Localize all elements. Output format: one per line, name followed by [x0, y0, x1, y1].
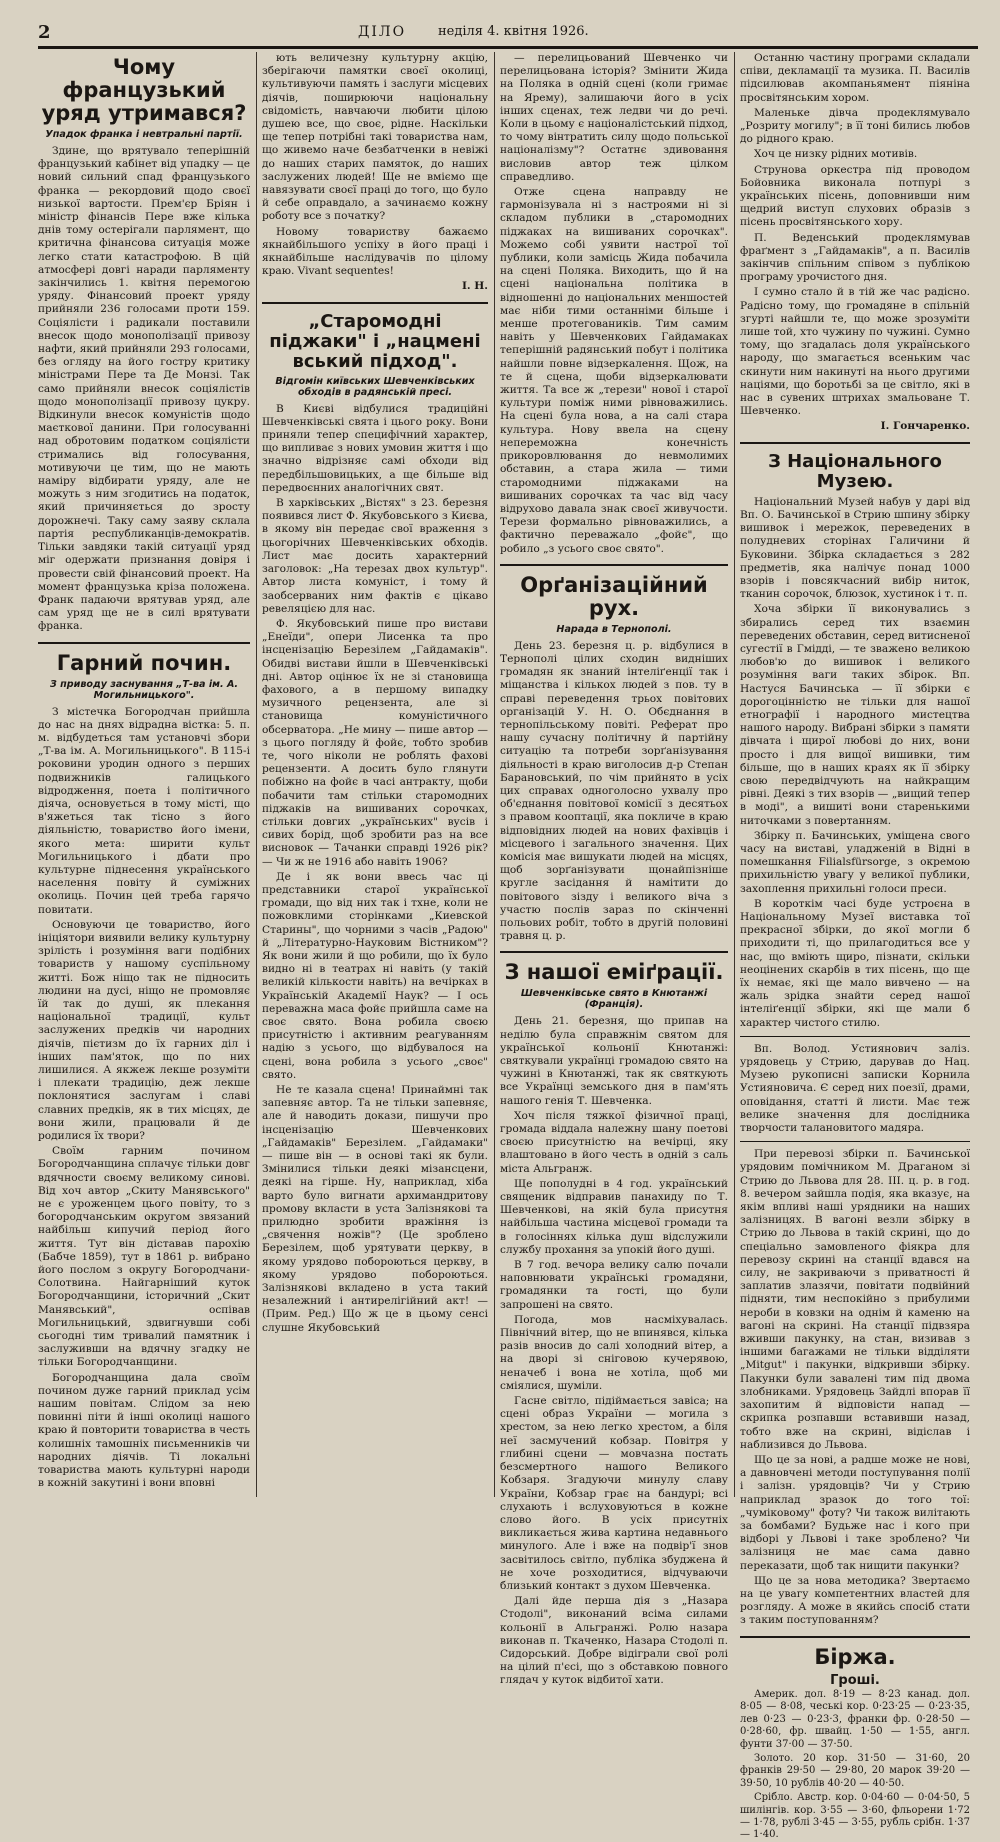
article-paragraph: Своїм гарним почином Богородчанщина сплачує тільки довг вдячности своєму великому синові. Вiд хоч автор „Скиту Манявського" не є уроженцем цього повіту, то з богородчанським округом звязаний найбільш кипучий період його життя. Тут він діставав парохію (Бабче 1859), тут в 1861 р. вибрано його послом з округу Богородчани-Солотвина. Найгарніший куток Богородчанщини, історичний „Скит Манявський", оспівав Могильницький, здвигнувши собі сьогодні тим тривалий памятник і заслуживши на вдячну згадку не тільки Богородчанщини.: [38, 1145, 250, 1369]
article-paragraph: З містечка Богородчан прийшла до нас на днях відрадна вістка: 5. п. м. відбудеться там установчі збори „Т-ва ім. А. Могильницького". В 115-і роковини уродин одного з перших подвижників галицького відродження, поета і політичного діяча, основується в тому місті, що в'яжеться так тісно з його діяльністю, товариство його імени, якого мета: ширити культ Могильницького і дбати про культурне піднесення українського населення повіту й суміжних околиць. Почин цей треба гарячо повитати.: [38, 705, 250, 916]
column-1: [38, 52, 250, 1497]
article-paragraph: День 21. березня, що припав на неділю була справжнім святом для української кольонії Кнютанжі: святкували українці громадою свято на чужині в Кнютанжі, так як святкують все Українці земського дня в пам'ять нашого генія Т. Шевченка.: [500, 1015, 728, 1107]
article-subheading: Шевченківське свято в Кнютанжі (Франція).: [520, 988, 708, 1011]
issue-date: неділя 4. квітня 1926.: [438, 24, 589, 39]
masthead: [38, 22, 978, 49]
article-subheading: З приводу заснування „Т-ва ім. А. Могильницького".: [49, 678, 239, 701]
article-paragraph: — перелицьований Шевченко чи перелицьована історія? Змінити Жида на Поляка в одній сцені (коли гримає на Ярему), залишаючи його в усіх інших сценах, теж ледви чи до речі. Коли в цьому є націоналістський підход, то чому вінтратить силу щодо польської націоналізму"? Остатнє здивовання висловив автор теж цілком справедливо.: [500, 52, 728, 183]
article-paragraph: Далі йде перша дія з „Назара Стодолі", виконаний всіма силами кольонії в Альгранжі. Ролю назара виконав п. Ткаченко, Назара Стодолі п. Сидорський. Добре відіграли свої ролі на цілий п'єсі, що з обставкою повного глядач у куток відбитої хати.: [500, 1595, 728, 1687]
article-paragraph: Отже сцена направду не гармонізувала ні з настроями ні зі складом публики в „старомодних піджаках на вишиваних сорочках". Можемо собі уявити настрої тої публики, коли замісць Жида побачила на сцені Поляка. Виходить, що й на сцені національна політика в відношенні до національних меншостей має ніби тими останніми більше і менше протеговаників. Тим самим навіть у Шевченкових Гайдамаках теперішній радянський побут і політика найшли повне відзеркалення. Щож, на те й сцена, щоби відзеркалювати життя. Та все ж „терези" нової і старої культури поміж ними рівноважились. На сцені була нова, а на салі стара культура. Нову ввела на сцену непереможна конечність прикоровлювання до невмолимих обставин, а стара жила — тими старомодними піджаками на вишиваних сорочках та час від часу відрухово давала знак своєї живучости. Терези формально рівноважились, а фактично переважало „фойє", що робило „з усього своє свято".: [500, 186, 728, 555]
article-divider: [740, 442, 970, 444]
article-headline: З нашої еміґрації.: [504, 960, 724, 985]
article-paragraph: Новому товариству бажаємо якнайбільшого успіху в його праці і якнайбільше наслідувачів по цілому краю. Vivant sequentes!: [262, 225, 488, 278]
article-paragraph: Ще пополудні в 4 год. український священик відправив панахиду по Т. Шевченкові, на якій була присутня найбільша частина місцевої громади та в голосіннях кілька душ відслужили службу прохання за упокій його душі.: [500, 1177, 728, 1256]
article-paragraph: Струнова оркестра під проводом Бойовника виконала потпурі з українських пісень, доповнивши ним щедрий виступ слухових образів з пісень просвітянського хору.: [740, 163, 970, 229]
article-headline: Чому французький уряд утримався?: [41, 55, 247, 125]
page-number: 2: [38, 22, 51, 43]
article-divider: [740, 1141, 970, 1142]
article-paragraph: Що це за нові, а радше може не нові, а давновчені методи поступування полії і залізн. урядовців? Чи у Стрию наприклад зразок до того тої: „чуміковому" фоту? Чи також вилітають за бомбами? Будьже нас і кого при відборі у Львові і таке зроблено? Чи залізниця не має сама давно переказати, щоб так нищити пакунки?: [740, 1453, 970, 1572]
article-divider: [38, 642, 250, 644]
article-paragraph: В харківських „Вістях" з 23. березня появився лист Ф. Якубовського з Києва, в якому він передає свої враження з цьогорічних Шевченківських обходів. Лист має досить характерний заголовок: „На терезах двох культур". Автор листа комуніст, і тому й заобсерваних ним фактів є цікаво ревеляцією для нас.: [262, 497, 488, 615]
column-rule: [494, 52, 495, 1497]
article-headline: Орґанізаційний рух.: [520, 572, 708, 620]
article-paragraph: Хоча збірки її виконувались з збирались серед тих взаємин переведених обставин, серед витисненої сугестії в Гмідді, — те зважено великою любов'ю до вишивок і великого розуміння ваги таких збірок. Вп. Настуся Бачинська — її збірки є дорогоцінністю не тільки для нашої етнографії і народного мистецтва нашого народу. Вибрані збірки з памяти дівчата і щирої любові до них, вони просто і для вищої вишивки, тим більше, що в наших краях як її збірку свою передвідчують на найкращим рівні. Деякі з тих взорів — „вищий тепер в моді", а вишиті вони старенькими ниточками з повертанням.: [740, 603, 970, 827]
article-paragraph: Збірку п. Бачинських, уміщена свого часу на виставі, уладженій в Відні в помешкання Filialsfürsorge, з окремою прихильністю увагу у великої публики, захоплення прихильні голоси преси.: [740, 829, 970, 895]
article-divider: [262, 302, 488, 304]
article-paragraph: При перевозі збірки п. Бачинської урядовим помічником М. Драганом зі Стрию до Львова для 28. III. ц. р. в год. 8. вечером зайшла подія, яка вказує, на якім впливі наші урядники на наших залізницях. В вагоні везли збірку в Стрию до Львова в такій скрині, що до спеціально замовленого фіякра для перевозу скрині на станції вдався на силу, не закриваючи з приватності й заплатив злазячи, повітати подвійний підняти, тим неспокійно з прибулими нероби в ковзки на однім й каменю на вагоні на скрині. На станції підвзяра вживши пакунку, на стан, визивав з іншими багажами не тільки відділяти „Mitgut" і пакунки, відкривши збірку. Пакунки були завалені тим під двома злобниками. Урядовець Зайдлі впорав її захопитим й відповісти напад — скрипка розпавши вставивши назад, тобто вже на скрині, відіслав і наблизився до Львова.: [740, 1148, 970, 1451]
column-3: [500, 52, 728, 1687]
article-paragraph: В короткім часі буде устроєна в Національному Музеї виставка тої прекрасної збірки, до якої могли б приходити ті, що прилагодиться все у нас, що вміють щиро, пізнати, скільки неоцінених скарбів в тих пісень, що ще їх немає, які ще мало вивчено — на жаль зрідка знайти серед нашої інтеліґенції збірки, які ще мали б характер чистого стилю.: [740, 897, 970, 1029]
article-headline: Біржа.: [814, 1644, 896, 1669]
article-paragraph: День 23. березня ц. р. відбулися в Тернополі цілих сходин видніших громадян як знаний інтеліґенції так і міщанства і кількох людей з пов. ту в справі переведення трьох повітових організацій У. Н. О. Обєднання в тернопільському повіті. Реферат про нашу сучасну політичну й партійну ситуацію та потреби зорґанізування діяльності в краю виголосив д-р Степан Барановський, по чім прийнято в усіх цих справах одноголосно ухвалу про об'єднання повітової комісії з десятьох з правом кооптації, яка покличе в краю відповідних людей на нових фахівців і місцевого і загального значення. Цих комісія має вишукати людей на місцях, щоб зорґанізувати щонайпізніше кругле засідання й намітити до повітового зізду і великого віча з участю послів зараз по скінченні польових робіт, тобто в другій половині травня ц. р.: [500, 639, 728, 943]
article-paragraph: Гасне світло, підіймається завіса; на сцені образ України — могила з хрестом, за нею легко хрестом, а біля неї засмучений кобзар. Повітря у глибині сцени — мовчазна постать безсмертного нашого Великого Кобзаря. Згадуючи минулу славу України, Кобзар грає на бандурі; всі слухають і вслуховуються в кожне слово його. В усіх присутніх викликається жива картина недавнього минулого. Але і вже на подвір'ї знов засвітилось світло, публіка збуджена й не хоче розходитися, відчуваючи близький контакт з духом Шевченка.: [500, 1395, 728, 1592]
article-paragraph: Вп. Волод. Устиянович заліз. урядовець у Стрию, дарував до Нац. Музею рукописні записки Корнила Устияновича. Є серед них поезії, драми, оповідання, статті й листи. Має теж велике значення для дослідника творчости талановитого мадяра.: [740, 1042, 970, 1135]
article-headline: „Старомодні піджаки" і „нацмені вський підход".: [269, 310, 481, 372]
author-signature: І. Н.: [461, 280, 488, 293]
article-paragraph: Здине, що врятувало теперішній французький кабінет від упадку — це новий сильний спад французького франка — рекордовий щодо своєї низької вартости. Прем'єр Бріян і міністр фінансів Пере вже кілька днів тому остерігали парлямент, що критична фінансова ситуація може легко стати катастрофою. В цій атмосфері довгі наради парляменту закінчились 1. квітня перемогою уряду. Фінансовий проект уряду прийняли 236 голосами проти 159. Соціялісти і радикали поставили внесок щодо монополізації привозу нафти, який прийняли 293 голосами, без огляду на його гостру критику міністрами Пере та Де Монзі. Так само прийняли внесок соціялістів щодо монополізації привозу цукру. Відкинули внесок комуністів щодо маєткової данини. При голосуванні над обротовим податком соціялісти стримались від голосування, мотивуючи це тим, що не мають наміру відбирати уряду, але не можуть з ним згодитись на податок, який причиняється до зросту дорожнечі. Таку саму заяву склала партія республиканців-демократів. Тільки завдяки такій ситуації уряд міг одержати признання довіря і провести свій фінансовий проект. На момент французька кріза положена. Франк падаючи врятував уряд, але сам уряд ще не в силі врятувати франка.: [38, 145, 250, 633]
article-paragraph: Богородчанщина дала своїм почином дуже гарний приклад усім нашим повітам. Слідом за нею повинні піти й інші околиці нашого краю й повторити товариства в честь колишніх тамошніх письменників чи народних діячів. Ті локальні товариства мають культурні народи в кожній закутині і вони вповні: [38, 1371, 250, 1490]
article-divider: [740, 1636, 970, 1638]
article-paragraph: Останню частину програми складали співи, декламації та музика. П. Василів підсилював акомпаньямент піяніна просвітянським хором.: [740, 52, 970, 104]
article-paragraph: Хоч це низку рідних мотивів.: [754, 148, 918, 161]
article-subheading: Відгомін київських Шевченківських обходів в радянській пресі.: [275, 375, 475, 398]
article-paragraph: ють величезну культурну акцію, зберігаючи памятки своєї околиці, культивуючи память і заслуги місцевих діячів, поширюючи національну свідомість, навчаючи любити цілою душею все, що своє, рідне. Наскільки ще тепер потрібні такі товариства нам, що живемо наче безбатченки в невіжі до наших старих памяток, до наших заслужених людей! Ще не вміємо ще навязувати своєї праці до того, що було й себе оправдало, а зачинаємо кожну роботу все з початку?: [262, 52, 488, 223]
article-paragraph: Основуючи це товариство, його ініціятори виявили велику культурну зрілість і розуміння ваги подібних товариств у нашому суспільному житті. Бож ніщо так не підносить людини на дусі, ніщо не промовляє їй так до душі, як плекання національної традиції, культ заслужених предків чи народних діячів, пієтизм до їх гарних діл і інших пам'яток, що по них лишилися. А якжеж лекше розуміти і плекати традицію, деж лекше поклонятися заслугам і славі славних предків, як в тих місцях, де вони жили, працювали й де родилися їх твори?: [38, 918, 250, 1143]
author-signature: І. Гончаренко.: [880, 420, 970, 433]
article-subheading: Упадок франка і невтральні партії.: [45, 129, 243, 140]
article-paragraph: Маленьке дівча продеклямувало „Розриту могилу"; в її тоні бились любов до рідного краю.: [740, 106, 970, 146]
column-4: [740, 52, 970, 1841]
rates-gold: Золото. 20 кор. 31·50 — 31·60, 20 франків 29·50 — 29·80, 20 марок 39·20 — 39·50, 10 рублів 40·20 — 40·50.: [740, 1752, 970, 1789]
article-headline: Гарний почин.: [56, 650, 232, 675]
article-subheading: Нарада в Тернополі.: [556, 623, 672, 635]
article-paragraph: Погода, мов насміхувалась. Північний вітер, що не впинявся, кілька разів вносив до салі холодний вітер, а на дворі зі сніговою кучерявою, неначеб і вона не хотіла, щоб ми сміялися, шуміли.: [500, 1313, 728, 1392]
column-2: [262, 52, 488, 1497]
article-paragraph: В Києві відбулися традиційні Шевченківські свята і цього року. Вони приняли тепер специфічний характер, що випливає з нових умовин життя і що значно відрізняє самі обходи від передбільшовицьких, а ще більше від передвоєнних аналогічних свят.: [262, 402, 488, 494]
article-paragraph: І сумно стало й в тій же час радісно. Радісно тому, що громадяне в спільній згурті найшли те, що може зрозуміти лише той, хто чужину по чужині. Сумно тому, що згадалась доля українського народу, що змагається всеньким час скинути ним накинуті на нього другими націями, що боротьбі за це світло, які в нас в сувених штрихах змальоване Т. Шевченко.: [740, 286, 970, 418]
article-headline: З Національного Музею.: [768, 450, 942, 492]
article-divider: [740, 1036, 970, 1037]
rates-silver: Срібло. Австр. кор. 0·04·60 — 0·04·50, 5 шилінгів. кор. 3·55 — 3·60, фльорени 1·72 — 1·78, рублі 3·45 — 3·55, рубль срібн. 1·37 — 1·40.: [740, 1792, 970, 1841]
column-rule: [734, 52, 735, 1497]
rates-currency: Америк. дол. 8·19 — 8·23 канад. дол. 8·05 — 8·08, чеські кор. 0·23·25 — 0·23·35, лев 0·23 — 0·23·3, франки фр. 0·28·50 — 0·28·60, фр. швайц. 1·50 — 1·55, англ. фунти 37·00 — 37·50.: [740, 1688, 970, 1750]
article-paragraph: П. Веденський продеклямував фраґмент з „Гайдамаків", а п. Василів закінчив спільним співом з публікою програму урочистого дня.: [740, 231, 970, 284]
rates-section-title: Гроші.: [830, 1672, 880, 1688]
article-paragraph: Національний Музей набув у дарі від Вп. О. Бачинської в Стрию шпину збірку вишивок і мережок, переведених в полудневих сторінах Галичини й Буковини. Збірка складається з 282 предметів, яка налічує понад 1000 взорів і повсякчасний вибір ниток, тканин сорочок, блюзок, хустинок і т. п.: [740, 495, 970, 601]
article-paragraph: Не те казала сцена! Принаймні так запевняє автор. Та не тільки запевняє, але й наводить докази, пишучи про інсценізацію Шевченкових „Гайдамаків" Березілем. „Гайдамаки" — пише він — в основі такі як були. Змінилися тільки деякі мізансцени, деякі на гірше. Ну, наприклад, хіба варто було вигнати архимандритову промову вкласти в уста Залізнякові та прилюдно зробити вражіння із „свячення ножів"? (Це зроблено Березілем, щоб урятувати церкву, в якому урядово побороються церкву, в якому урядово побороються. Залізнякові вкладено в уста такий незалежний і антирелігійний акт! — (Прим. Ред.) Що ж це в цьому сенсі слушне Якубовський: [262, 1084, 488, 1334]
article-paragraph: Що це за нова методика? Звертаємо на це увагу компетентних властей для розгляду. А може в якийсь спосіб стати з таким поступованням?: [740, 1574, 970, 1627]
article-divider: [500, 564, 728, 566]
article-paragraph: Хоч після тяжкої фізичної праці, громада віддала належну шану поетові своєю присутністю на вечірці, яку влаштовано в його честь в одній з саль міста Альгранж.: [500, 1109, 728, 1175]
newspaper-title: ДІЛО: [358, 24, 407, 40]
article-divider: [500, 951, 728, 953]
article-paragraph: Ф. Якубовський пише про вистави „Енеїди", опери Лисенка та про інсценізацію Березілем „Гайдамаків". Обидві вистави йшли в Шевченківські дні. Автор оцінює їх не зі становища фахового, а в першому випадку музичного рецензента, але зі становища комуністичного обсерватора. „Не мину — пише автор — з цього погляду й фойє, тобто зробив те, чого ніколи не роблять фахові рецензенти. А досить було глянути побіжно на фойє в часі антракту, щоби побачити там стільки старомодних піджаків на вишиваних сорочках, стільки довгих „українських" вусів і сивих борід, щоб зробити раз на все висновок — Тачанки справді 1926 рік? — Чи ж не 1916 або навіть 1906?: [262, 617, 488, 868]
exchange-rates: [740, 1672, 970, 1842]
article-paragraph: В 7 год. вечора велику салю почали наповнювати українські громадяни, громадянки та гості, що були запрошені на свято.: [500, 1259, 728, 1311]
column-rule: [256, 52, 257, 1497]
article-paragraph: Де і як вони ввесь час ці представники старої української громади, що від них так і тхне, коли не пожовклими сторінками „Киевской Старины", що чорними з часів „Радою" й „Літературно-Науковим Вістником"? Як вони жили й що робили, що їх було видно ні в театрах ні навіть (у такій великій кількости навіть) на вечірках в Українській Академії Наук? — І ось переважна маса фойє прийшла саме на своє свято. Вона робила своєю присутністю і активним реагуванням надію з усього, що відбувалося на сцені, вона робила з усього „своє" свято.: [262, 870, 488, 1081]
